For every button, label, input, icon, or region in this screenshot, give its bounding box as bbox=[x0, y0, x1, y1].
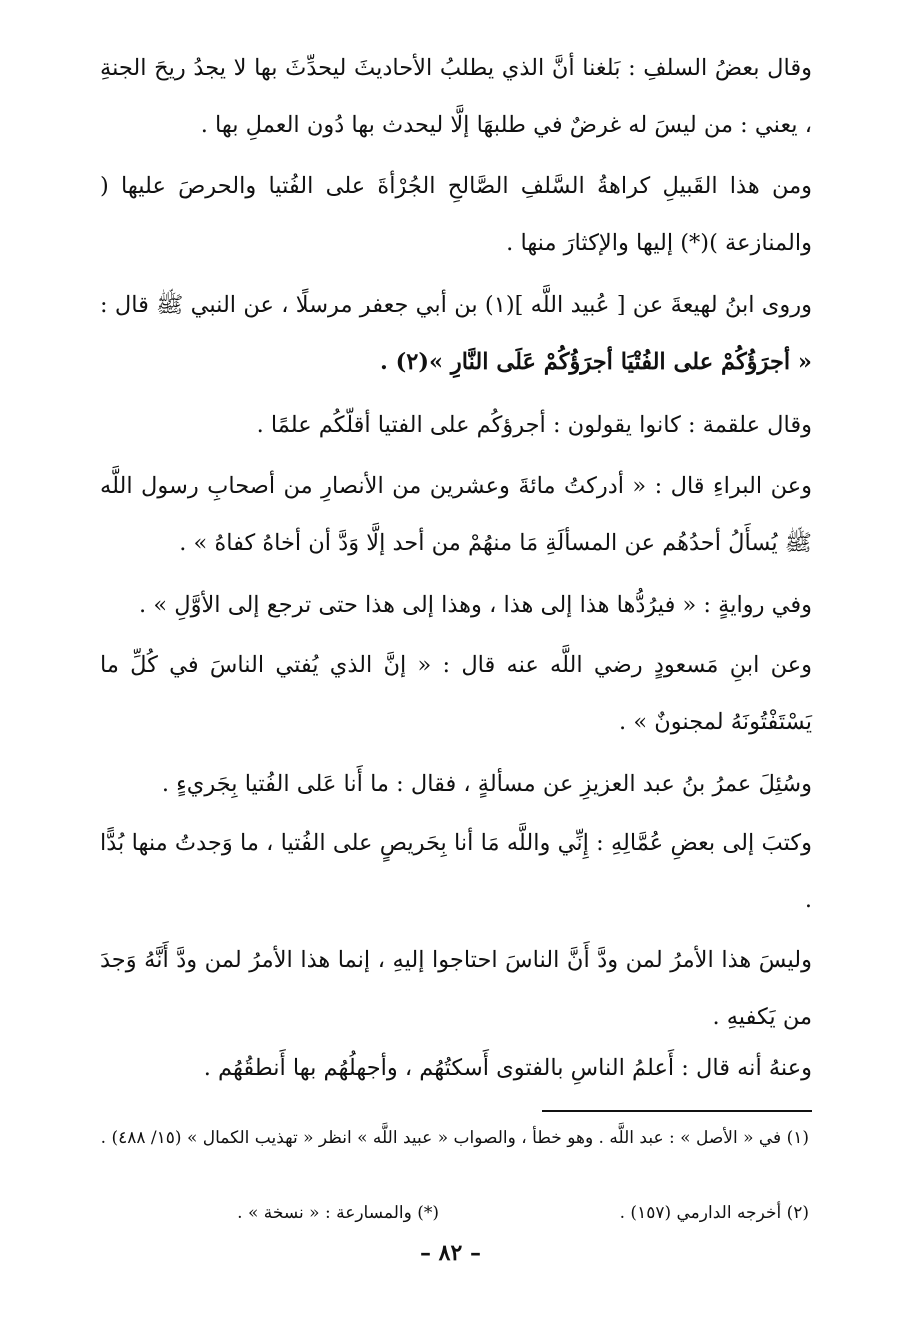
paragraph-riwaya: وفي روايةٍ : « فيرُدُّها هذا إلى هذا ، وهذا إلى هذا حتى ترجع إلى الأوَّلِ » . bbox=[139, 592, 812, 618]
paragraph-ibn-lahia bbox=[100, 277, 812, 391]
footnote-separator bbox=[542, 1110, 812, 1112]
paragraph-ibn-masud: وعن ابنِ مَسعودٍ رضي اللَّه عنه قال : « إنَّ الذي يُفتي الناسَ في كُلِّ ما يَسْتَفْتُونَهُ لمجنونٌ » . bbox=[100, 652, 812, 735]
page-number: – ٨٢ – bbox=[420, 1240, 481, 1266]
paragraph-bara: وعن البراءِ قال : « أدركتُ مائةَ وعشرين من الأنصارِ من أصحابِ رسول اللَّه ﷺ يُسأَلُ أحدُهُم عن المسألَةِ مَا منهُمْ من أحد إلَّا وَدَّ أن أخاهُ كفاهُ » . bbox=[100, 473, 812, 556]
footnote-1: (١) في « الأصل » : عبد اللَّه . وهو خطأ ، والصواب « عبيد اللَّه » انظر « تهذيب الكمال » (١٥/ ٤٨٨) . bbox=[100, 1128, 809, 1148]
footnote-2: (٢) أخرجه الدارمي (١٥٧) . bbox=[619, 1203, 809, 1223]
footnote-star: (*) والمسارعة : « نسخة » . bbox=[237, 1203, 439, 1223]
paragraph-matter: وليسَ هذا الأمرُ لمن ودَّ أَنَّ الناسَ احتاجوا إليهِ ، إنما هذا الأمرُ لمن ودَّ أَنَّهُ وَجدَ من يَكفيهِ . bbox=[100, 947, 812, 1030]
paragraph-umar-question: وسُئِلَ عمرُ بنُ عبد العزيزِ عن مسألةٍ ، فقال : ما أَنا عَلى الفُتيا بِجَريءٍ . bbox=[161, 771, 812, 797]
paragraph-fatwa-dislike: ومن هذا القَبيلِ كراهةُ السَّلفِ الصَّالحِ الجُرْأةَ على الفُتيا والحرصَ عليها ( والمنازعة )(*) إليها والإكثارَ منها . bbox=[100, 173, 812, 256]
paragraph-salaf-hadith: وقال بعضُ السلفِ : بَلغنا أنَّ الذي يطلبُ الأحاديثَ ليحدِّثَ بها لا يجدُ ريحَ الجنةِ ، يعني : من ليسَ له غرضٌ في طلبهَا إلَّا ليحدث بها دُون العملِ بها . bbox=[100, 55, 812, 138]
paragraph-alqama: وقال علقمة : كانوا يقولون : أجرؤكُم على الفتيا أقلّكُم علمًا . bbox=[256, 412, 812, 438]
paragraph-most-knowing: وعنهُ أنه قال : أَعلمُ الناسِ بالفتوى أَسكتُهُم ، وأجهلُهُم بها أَنطقُهُم . bbox=[203, 1055, 812, 1081]
paragraph-umar-letter: وكتبَ إلى بعضِ عُمَّالِهِ : إِنِّي واللَّه مَا أنا بِحَريصٍ على الفُتيا ، ما وَجدتُ منها بُدًّا . bbox=[100, 830, 812, 913]
ibn-lahia-intro: وروى ابنُ لهيعةَ عن [ عُبيد اللَّه ](١) بن أبي جعفر مرسلًا ، عن النبي ﷺ قال : bbox=[100, 292, 813, 318]
hadith-quote: « أجرَؤُكُمْ على الفُتْيَا أجرَؤُكُمْ عَلَى النَّارِ »(٢) . bbox=[379, 349, 812, 375]
